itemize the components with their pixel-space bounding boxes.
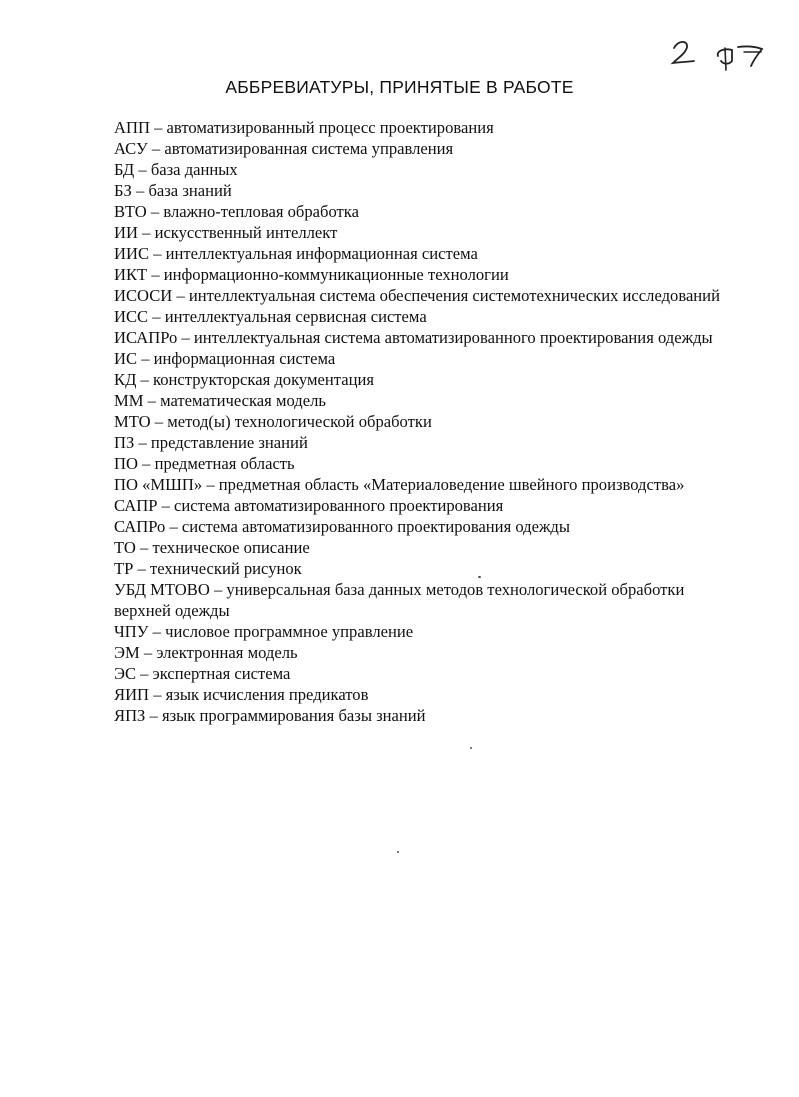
abbreviation-separator: – <box>143 391 161 410</box>
abbreviation-separator: – <box>134 433 151 452</box>
abbreviation-list <box>114 117 744 726</box>
abbreviation-entry <box>114 705 744 726</box>
abbreviation-entry <box>114 222 744 243</box>
abbreviation-entry <box>114 243 744 264</box>
abbreviation-separator: – <box>172 286 189 305</box>
abbreviation-definition: универсальная база данных методов технологической обработки верхней одежды <box>114 580 685 620</box>
abbreviation-term: ИС <box>114 349 138 368</box>
abbreviation-separator: – <box>134 160 151 179</box>
abbreviation-term: ИИС <box>114 244 150 263</box>
abbreviation-definition: база данных <box>150 160 238 179</box>
abbreviation-separator: – <box>149 118 167 137</box>
abbreviation-definition: техническое описание <box>152 538 310 557</box>
abbreviation-term: ИКТ <box>114 265 148 284</box>
handwritten-signature-mark <box>668 34 768 78</box>
abbreviation-entry <box>114 516 744 537</box>
abbreviation-separator: – <box>150 412 168 431</box>
abbreviation-term: ИСС <box>114 307 149 326</box>
abbreviation-term: АПП <box>114 118 150 137</box>
abbreviation-definition: интеллектуальная система автоматизированного проектирования одежды <box>193 328 713 347</box>
abbreviation-entry <box>114 621 744 642</box>
abbreviation-entry <box>114 453 744 474</box>
abbreviation-separator: – <box>136 370 153 389</box>
abbreviation-definition: язык исчисления предикатов <box>165 685 369 704</box>
abbreviation-definition: представление знаний <box>150 433 308 452</box>
abbreviation-entry <box>114 264 744 285</box>
abbreviation-term: ИСАПРо <box>114 328 178 347</box>
abbreviation-entry <box>114 327 744 348</box>
abbreviation-term: МТО <box>114 412 151 431</box>
abbreviation-definition: экспертная система <box>152 664 291 683</box>
abbreviation-definition: автоматизированный процесс проектирования <box>166 118 494 137</box>
abbreviation-separator: – <box>148 307 165 326</box>
abbreviation-term: ЭС <box>114 664 137 683</box>
abbreviation-term: ПЗ <box>114 433 135 452</box>
page-title: АББРЕВИАТУРЫ, ПРИНЯТЫЕ В РАБОТЕ <box>225 77 574 97</box>
handwritten-page-number <box>668 34 768 78</box>
abbreviation-separator: – <box>157 496 175 515</box>
abbreviation-separator: – <box>137 454 155 473</box>
abbreviation-separator: – <box>149 685 166 704</box>
abbreviation-definition: интеллектуальная система обеспечения системотехнических исследований <box>188 286 720 305</box>
abbreviation-term: САПР <box>114 496 158 515</box>
abbreviation-entry <box>114 285 744 306</box>
abbreviation-separator: – <box>137 223 155 242</box>
abbreviation-definition: информационно-коммуникационные технологии <box>163 265 509 284</box>
abbreviation-entry <box>114 411 744 432</box>
abbreviation-term: ВТО <box>114 202 147 221</box>
abbreviation-separator: – <box>145 706 162 725</box>
abbreviation-separator: – <box>147 265 164 284</box>
abbreviation-entry <box>114 117 744 138</box>
abbreviation-entry <box>114 432 744 453</box>
abbreviation-definition: автоматизированная система управления <box>164 139 454 158</box>
abbreviation-definition: интеллектуальная информационная система <box>165 244 478 263</box>
abbreviation-entry <box>114 180 744 201</box>
abbreviation-separator: – <box>148 622 166 641</box>
abbreviation-separator: – <box>209 580 227 599</box>
abbreviation-term: ЧПУ <box>114 622 149 641</box>
abbreviation-definition: метод(ы) технологической обработки <box>167 412 432 431</box>
abbreviation-definition: система автоматизированного проектирования <box>174 496 504 515</box>
abbreviation-separator: – <box>177 328 194 347</box>
abbreviation-entry <box>114 684 744 705</box>
abbreviation-entry <box>114 495 744 516</box>
abbreviation-term: БЗ <box>114 181 132 200</box>
abbreviation-entry <box>114 306 744 327</box>
abbreviation-separator: – <box>202 475 219 494</box>
abbreviation-definition: конструкторская документация <box>152 370 374 389</box>
abbreviation-separator: – <box>147 139 165 158</box>
scan-speck <box>397 851 399 853</box>
abbreviation-term: ЯИП <box>114 685 150 704</box>
abbreviation-separator: – <box>133 559 150 578</box>
abbreviation-entry <box>114 369 744 390</box>
abbreviation-separator: – <box>146 202 164 221</box>
abbreviation-separator: – <box>137 349 154 368</box>
abbreviation-term: КД <box>114 370 137 389</box>
abbreviation-separator: – <box>139 643 157 662</box>
abbreviation-term: ПО <box>114 454 138 473</box>
abbreviation-definition: язык программирования базы знаний <box>161 706 426 725</box>
abbreviation-definition: математическая модель <box>160 391 326 410</box>
abbreviation-term: ММ <box>114 391 144 410</box>
abbreviation-entry <box>114 474 744 495</box>
abbreviation-entry <box>114 138 744 159</box>
abbreviation-separator: – <box>131 181 149 200</box>
scan-speck <box>478 576 481 578</box>
abbreviation-entry <box>114 201 744 222</box>
abbreviation-term: БД <box>114 160 135 179</box>
abbreviation-definition: числовое программное управление <box>165 622 414 641</box>
scan-speck <box>470 747 472 749</box>
abbreviation-separator: – <box>136 664 153 683</box>
abbreviation-definition: система автоматизированного проектирования одежды <box>181 517 571 536</box>
abbreviation-definition: искусственный интеллект <box>154 223 338 242</box>
abbreviation-term: ЯПЗ <box>114 706 146 725</box>
abbreviation-entry <box>114 642 744 663</box>
abbreviation-entry <box>114 537 744 558</box>
abbreviation-term: САПРо <box>114 517 166 536</box>
abbreviation-entry <box>114 663 744 684</box>
abbreviation-definition: база знаний <box>148 181 232 200</box>
abbreviation-definition: информационная система <box>153 349 336 368</box>
abbreviation-definition: влажно-тепловая обработка <box>163 202 359 221</box>
abbreviation-definition: предметная область «Материаловедение швейного производства» <box>218 475 685 494</box>
abbreviation-term: ПО «МШП» <box>114 475 203 494</box>
abbreviation-separator: – <box>149 244 166 263</box>
abbreviation-entry <box>114 348 744 369</box>
abbreviation-definition: электронная модель <box>156 643 298 662</box>
abbreviation-entry <box>114 390 744 411</box>
abbreviation-entry <box>114 159 744 180</box>
abbreviation-separator: – <box>165 517 182 536</box>
abbreviation-definition: технический рисунок <box>149 559 302 578</box>
abbreviation-term: УБД МТОВО <box>114 580 210 599</box>
abbreviation-separator: – <box>135 538 153 557</box>
abbreviation-term: ИИ <box>114 223 138 242</box>
abbreviation-term: ТО <box>114 538 136 557</box>
abbreviation-entry <box>114 558 744 579</box>
abbreviation-term: ИСОСИ <box>114 286 173 305</box>
abbreviation-term: ЭМ <box>114 643 140 662</box>
abbreviation-term: ТР <box>114 559 134 578</box>
abbreviation-definition: интеллектуальная сервисная система <box>164 307 427 326</box>
abbreviation-term: АСУ <box>114 139 148 158</box>
abbreviation-definition: предметная область <box>154 454 295 473</box>
abbreviation-entry <box>114 579 744 621</box>
